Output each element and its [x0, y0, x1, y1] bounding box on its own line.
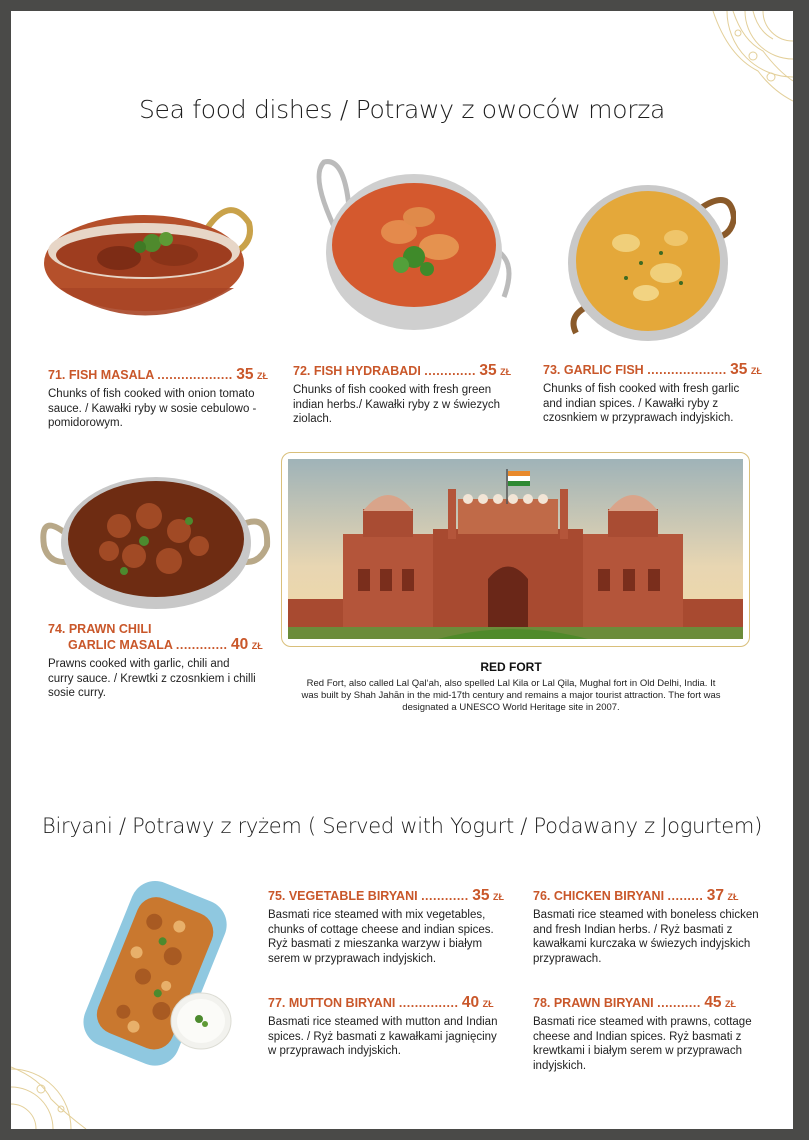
- price: 35: [479, 362, 497, 379]
- menu-item-heading: 76. CHICKEN BIRYANI ......... 37 ZŁ: [533, 887, 739, 904]
- price: 37: [706, 887, 725, 904]
- menu-item-76: [533, 888, 763, 966]
- menu-item-heading: 78. PRAWN BIRYANI ........... 45 ZŁ: [533, 994, 737, 1011]
- price: 35: [730, 361, 748, 378]
- menu-item-description: Prawns cooked with garlic, chili and curry sauce. / Krewtki z czosnkiem i chilli sosie curry.: [48, 658, 256, 699]
- price: 40: [231, 636, 249, 653]
- menu-item-77: [268, 995, 508, 1059]
- menu-item-heading: 71. FISH MASALA ................... 35 ZŁ: [48, 366, 269, 383]
- menu-item-71: [48, 366, 269, 431]
- menu-item-74: 74. PRAWN CHILI GARLIC MASALA ............. 40 ZŁ Prawns cooked with garlic, chili and curry sauce. / Krewtki z czosnkiem i chilli sosie curry.: [48, 622, 273, 701]
- menu-item-description: Basmati rice steamed with prawns, cottage cheese and Indian spices. Ryż basmati z krewtkami i białym serem w przyprawach indyjskich.: [533, 1016, 752, 1072]
- menu-item-description: Basmati rice steamed with boneless chicken and fresh Indian herbs. / Ryż basmati z kawałkami kurczaka w świezych indyjskich przyprawach.: [533, 909, 759, 965]
- red-fort-frame: [281, 452, 750, 647]
- fish-masala-photo: [44, 193, 256, 338]
- price: 45: [704, 994, 722, 1011]
- prawn-chili-photo: [39, 471, 271, 611]
- fish-hydrabadi-photo: [309, 157, 519, 337]
- menu-item-73: [543, 361, 762, 426]
- mandala-ornament-icon: [11, 1059, 96, 1129]
- red-fort-description: Red Fort, also called Lal Qal‘ah, also spelled Lal Kila or Lal Qila, Mughal fort in Old Delhi, India. It was built by Shah Jahān in the mid-17th century and remains a major tourist attraction. The fort was designated a UNESCO World Heritage site in 2007.: [301, 678, 721, 713]
- menu-item-description: Chunks of fish cooked with fresh garlic and indian spices. / Kawałki ryby z czosnkiem w przyprawach indyjskich.: [543, 383, 740, 424]
- biryani-photo: [71, 881, 241, 1066]
- price: 40: [461, 994, 480, 1011]
- menu-item-heading: 73. GARLIC FISH .................... 35 ZŁ: [543, 361, 762, 378]
- menu-item-description: Chunks of fish cooked with onion tomato sauce. / Kawałki ryby w sosie cebulowo -pomidorowym.: [48, 388, 257, 429]
- menu-item-description: Chunks of fish cooked with fresh green indian herbs./ Kawałki ryby z w świezych ziolach.: [293, 384, 501, 425]
- price: 35: [236, 366, 254, 383]
- menu-item-heading: 77. MUTTON BIRYANI ............... 40 ZŁ: [268, 994, 494, 1011]
- mandala-ornament-icon: [683, 11, 793, 106]
- menu-item-heading: 74. PRAWN CHILI: [48, 622, 152, 636]
- biryani-section-title: Biryani / Potrawy z ryżem ( Served with Yogurt / Podawany z Jogurtem): [42, 814, 762, 838]
- red-fort-photo: [288, 459, 743, 639]
- menu-item-description: Basmati rice steamed with mix vegetables, chunks of cottage cheese and indian spices. Ryż basmati z mieszanka warzyw i białym serem w przyprawach indyjskich.: [268, 909, 494, 965]
- menu-item-72: [293, 363, 518, 427]
- menu-item-78: [533, 995, 763, 1073]
- seafood-section-title: Sea food dishes / Potrawy z owoców morza: [138, 95, 666, 124]
- menu-item-75: [268, 888, 516, 966]
- menu-item-description: Basmati rice steamed with mutton and Indian spices. / Ryż basmati z kawałkami jagnięciny w przyprawach indyjskich.: [268, 1016, 498, 1057]
- menu-item-heading: 75. VEGETABLE BIRYANI ............ 35 ZŁ: [268, 887, 504, 904]
- red-fort-title: RED FORT: [480, 660, 542, 674]
- price: 35: [472, 887, 490, 904]
- garlic-fish-photo: [566, 183, 736, 343]
- menu-page: [11, 11, 793, 1129]
- menu-item-heading: 72. FISH HYDRABADI ............. 35 ZŁ: [293, 362, 512, 379]
